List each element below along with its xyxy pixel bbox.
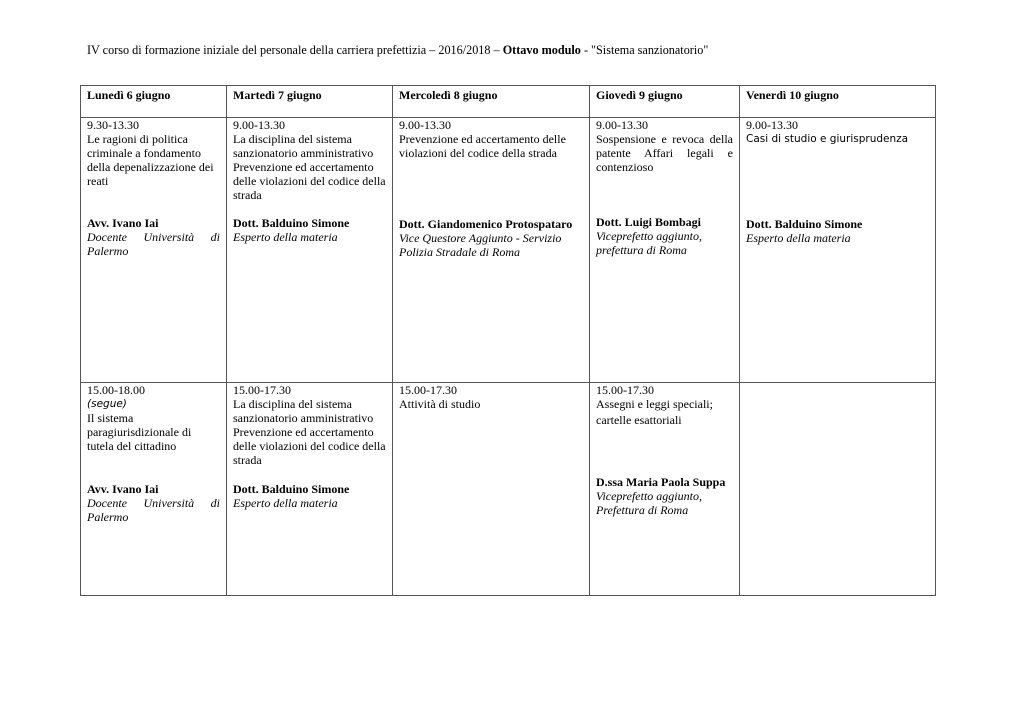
afternoon-row [81, 383, 936, 596]
session-time: 15.00-17.30 [233, 383, 291, 397]
session-cell [393, 383, 590, 596]
speaker-name: Avv. Ivano Iai [87, 482, 159, 496]
speaker-role: Esperto della materia [233, 230, 338, 244]
session-topic: Il sistema paragiurisdizionale di tutela del cittadino [87, 411, 192, 453]
session-time: 15.00-18.00 [87, 383, 145, 397]
speaker-role: Vice Questore Aggiunto - Servizio Polizia Stradale di Roma [399, 231, 562, 259]
day-header: Mercoledì 8 giugno [393, 86, 590, 118]
session-cell [81, 118, 227, 383]
speaker-name: Dott. Balduino Simone [746, 217, 863, 231]
day-header: Venerdì 10 giugno [740, 86, 936, 118]
title-module: Ottavo modulo [502, 43, 581, 57]
session-note: (segue) [87, 398, 127, 410]
day-header: Giovedì 9 giugno [590, 86, 740, 118]
title-prefix: IV corso di formazione iniziale del personale della carriera prefettizia – 2016/2018 – [87, 43, 503, 57]
speaker [87, 482, 220, 524]
session-topic: Assegni e leggi speciali; [596, 397, 713, 411]
speaker [233, 482, 386, 510]
speaker-name: Dott. Balduino Simone [233, 482, 350, 496]
title-suffix: - "Sistema sanzionatorio" [580, 43, 709, 57]
speaker [596, 475, 733, 517]
session-cell [393, 118, 590, 383]
speaker-role: Viceprefetto aggiunto, Prefettura di Roma [596, 489, 702, 517]
session-time: 15.00-17.30 [596, 383, 654, 397]
speaker [596, 215, 733, 257]
session-time: 9.00-13.30 [233, 118, 285, 132]
session-cell [740, 118, 936, 383]
session-topic-2: cartelle esattoriali [596, 413, 682, 427]
speaker-role: Esperto della materia [746, 231, 851, 245]
speaker [87, 216, 220, 258]
session-cell [81, 383, 227, 596]
speaker-role: Docente Università di Palermo [87, 496, 220, 524]
speaker-name: Dott. Giandomenico Protospataro [399, 217, 573, 231]
day-header: Lunedì 6 giugno [81, 86, 227, 118]
session-topic: La disciplina del sistema sanzionatorio amministrativo Prevenzione ed accertamento delle violazioni del codice della strada [233, 397, 386, 467]
session-time: 9.00-13.30 [596, 118, 648, 132]
speaker [399, 217, 583, 259]
session-time: 15.00-17.30 [399, 383, 457, 397]
speaker-name: D.ssa Maria Paola Suppa [596, 475, 726, 489]
session-topic: Sospensione e revoca della patente Affari legali e contenzioso [596, 132, 733, 174]
speaker-name: Dott. Luigi Bombagi [596, 215, 702, 229]
day-header: Martedì 7 giugno [227, 86, 393, 118]
speaker [746, 217, 929, 245]
session-topic: Attività di studio [399, 397, 481, 411]
speaker-role: Viceprefetto aggiunto, prefettura di Roma [596, 229, 702, 257]
speaker-name: Avv. Ivano Iai [87, 216, 159, 230]
session-topic: Le ragioni di politica criminale a fondamento della depenalizzazione dei reati [87, 132, 214, 188]
session-cell [227, 118, 393, 383]
session-topic: Casi di studio e giurisprudenza [746, 133, 909, 145]
session-time: 9.00-13.30 [399, 118, 451, 132]
speaker-role: Docente Università di Palermo [87, 230, 220, 258]
header-row [81, 86, 936, 118]
morning-row [81, 118, 936, 383]
session-topic: Prevenzione ed accertamento delle violazioni del codice della strada [399, 132, 566, 160]
session-topic: La disciplina del sistema sanzionatorio amministrativo Prevenzione ed accertamento delle violazioni del codice della strada [233, 132, 386, 202]
session-cell [590, 118, 740, 383]
session-cell [227, 383, 393, 596]
document-title [87, 43, 708, 58]
session-time: 9.30-13.30 [87, 118, 139, 132]
empty-cell [740, 383, 936, 596]
speaker-role: Esperto della materia [233, 496, 338, 510]
schedule-table [80, 85, 936, 596]
speaker-name: Dott. Balduino Simone [233, 216, 350, 230]
session-cell [590, 383, 740, 596]
speaker [233, 216, 386, 244]
session-time: 9.00-13.30 [746, 118, 798, 132]
